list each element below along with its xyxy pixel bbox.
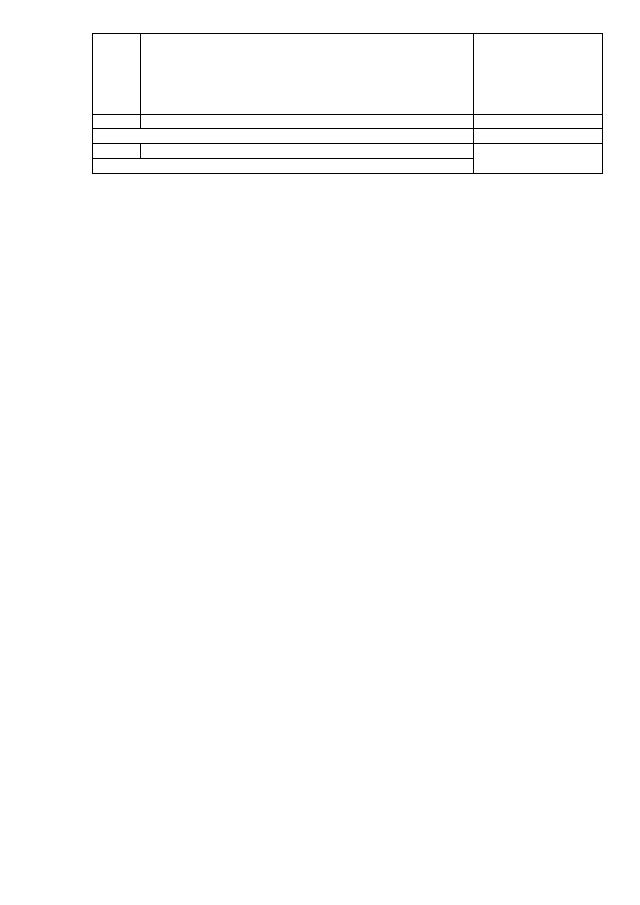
zone-title	[141, 144, 474, 159]
zone-row	[93, 144, 603, 159]
section-title-pevek	[93, 159, 474, 174]
column-number	[474, 115, 603, 129]
header-name	[141, 34, 474, 115]
zone-center-cell	[474, 129, 603, 144]
header-center	[474, 34, 603, 115]
header-number	[93, 34, 141, 115]
section-row	[93, 129, 603, 144]
price-zones-table	[92, 33, 603, 174]
zone-center-cell	[474, 144, 603, 174]
table-header-row	[93, 34, 603, 115]
column-number	[93, 115, 141, 129]
column-number-row	[93, 115, 603, 129]
section-title-chukotsky	[93, 129, 474, 144]
zone-number	[93, 144, 141, 159]
column-number	[141, 115, 474, 129]
